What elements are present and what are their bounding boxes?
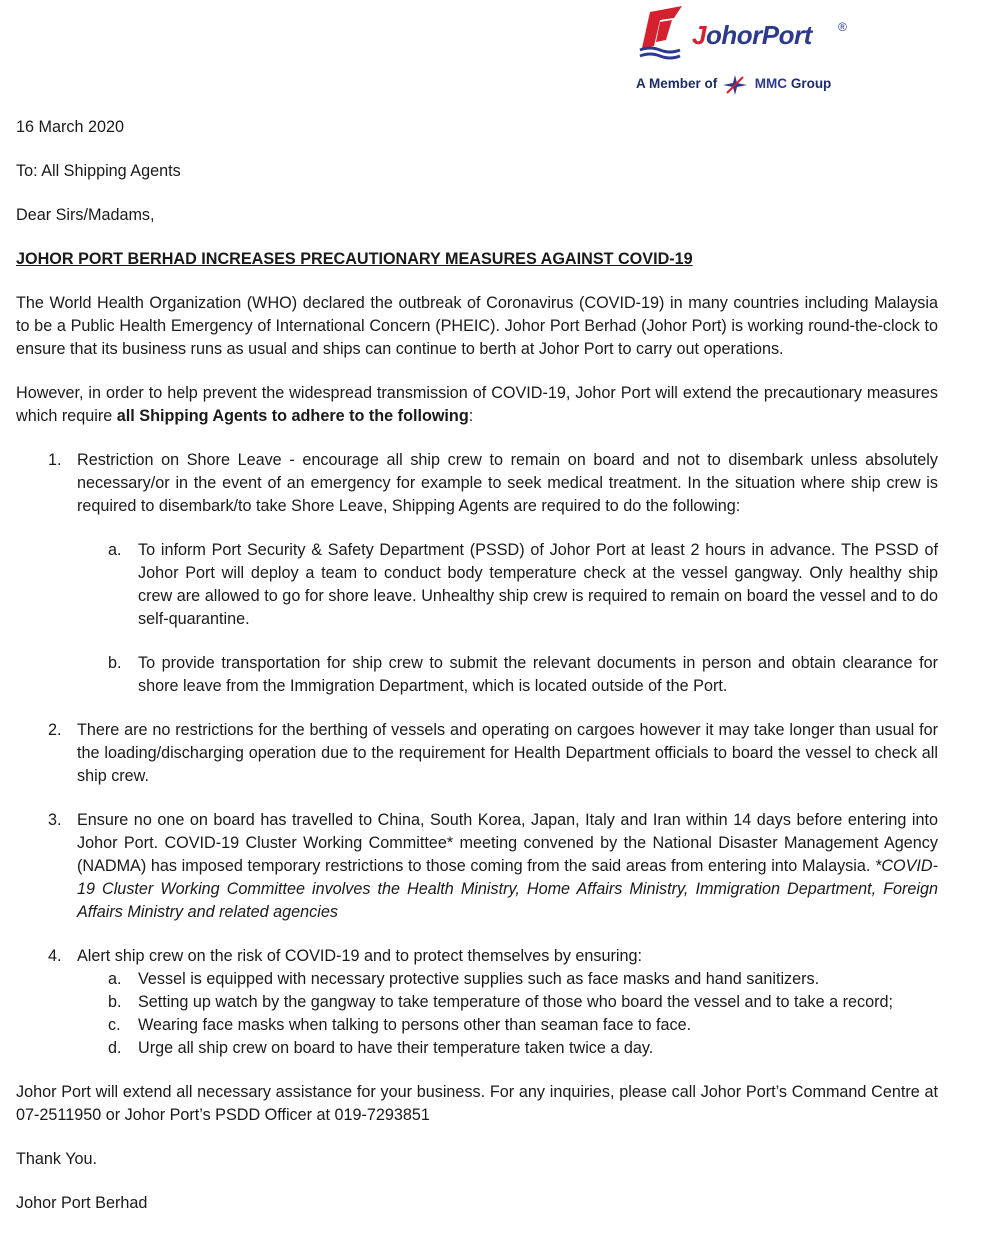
sub-list xyxy=(77,539,938,698)
sub-list-item: b. Setting up watch by the gangway to take temperature of those who board the vessel and to take a record; xyxy=(108,993,893,1011)
sub-list-item: c. Wearing face masks when talking to persons other than seaman face to face. xyxy=(108,1016,692,1034)
letter-body xyxy=(16,116,938,1215)
salutation: Dear Sirs/Madams, xyxy=(16,206,155,224)
list-item: 1. Restriction on Shore Leave - encourage all ship crew to remain on board and not to disembark unless absolutely necessary/or in the event of an emergency for example to seek medical treatment. In the situation where ship crew is required to disembark/to take Shore Leave, Shipping Agents are required to do the following: a. To inform Port Security & Safety Department (PSSD) of Johor Port at least 2 hours in advance. The PSSD of Johor Port will deploy a team to conduct body temperature check at the vessel gangway. Only healthy ship crew are allowed to go for shore leave. Unhealthy ship crew is required to remain on board the vessel and to do self-quarantine. b. To provide transportation for ship crew to submit the relevant documents in person and obtain clearance for shore leave from the Immigration Department, which is located outside of the Port. xyxy=(16,449,938,698)
logo-wordmark: JohorPort xyxy=(692,20,812,50)
list-item: 4. Alert ship crew on the risk of COVID-19 and to protect themselves by ensuring: a. Vessel is equipped with necessary protective supplies such as face masks and hand sanitizers. b. Setting up watch by the gangway to take temperature of those who board the vessel and to take a record; c. Wearing face masks when talking to persons other than seaman face to face. d. Urge all ship crew on board to have their temperature taken twice a day. xyxy=(16,945,938,1060)
closing-thanks: Thank You. xyxy=(16,1150,98,1168)
sub-list xyxy=(77,968,938,1060)
sub-list-item: d. Urge all ship crew on board to have their temperature taken twice a day. xyxy=(108,1039,654,1057)
member-of-line: A Member of MMC Group xyxy=(636,72,831,95)
registered-mark: ® xyxy=(838,20,847,34)
letterhead-logo xyxy=(632,6,862,92)
sub-list-item: a. Vessel is equipped with necessary protective supplies such as face masks and hand sanitizers. xyxy=(108,970,820,988)
paragraph-intro: The World Health Organization (WHO) declared the outbreak of Coronavirus (COVID-19) in many countries including Malaysia to be a Public Health Emergency of International Concern (PHEIC). Johor Port Berhad (Johor Port) is working round-the-clock to ensure that its business runs as usual and ships can continue to berth at Johor Port to carry out operations. xyxy=(16,294,938,358)
subject-heading: JOHOR PORT BERHAD INCREASES PRECAUTIONARY MEASURES AGAINST COVID-19 xyxy=(16,250,693,268)
mmc-star-icon xyxy=(723,75,747,95)
recipient: To: All Shipping Agents xyxy=(16,162,181,180)
letter-date: 16 March 2020 xyxy=(16,118,124,136)
list-item: 2. There are no restrictions for the berthing of vessels and operating on cargoes however it may take longer than usual for the loading/discharging operation due to the requirement for Health Department officials to board the vessel to check all ship crew. xyxy=(48,721,938,785)
signature: Johor Port Berhad xyxy=(16,1194,148,1212)
sub-list-item: a. To inform Port Security & Safety Department (PSSD) of Johor Port at least 2 hours in advance. The PSSD of Johor Port will deploy a team to conduct body temperature check at the vessel gangway. Only healthy ship crew are allowed to go for shore leave. Unhealthy ship crew is required to remain on board the vessel and to do self-quarantine. xyxy=(108,541,938,628)
paragraph-contact: Johor Port will extend all necessary assistance for your business. For any inquiries, please call Johor Port’s Command Centre at 07-2511950 or Johor Port’s PSDD Officer at 019-7293851 xyxy=(16,1083,938,1124)
sub-list-item: b. To provide transportation for ship crew to submit the relevant documents in person and obtain clearance for shore leave from the Immigration Department, which is located outside of the Port. xyxy=(108,654,938,695)
measures-list xyxy=(16,449,938,1060)
list-item: 3. Ensure no one on board has travelled to China, South Korea, Japan, Italy and Iran within 14 days before entering into Johor Port. COVID-19 Cluster Working Committee* meeting convened by the National Disaster Management Agency (NADMA) has imposed temporary restrictions to those coming from the said areas from entering into Malaysia. *COVID-19 Cluster Working Committee involves the Health Ministry, Home Affairs Ministry, Immigration Department, Foreign Affairs Ministry and related agencies xyxy=(48,811,938,921)
johor-port-emblem-icon xyxy=(636,6,690,62)
paragraph-measures: However, in order to help prevent the widespread transmission of COVID-19, Johor Port will extend the precautionary measures which require all Shipping Agents to adhere to the following: xyxy=(16,384,938,425)
